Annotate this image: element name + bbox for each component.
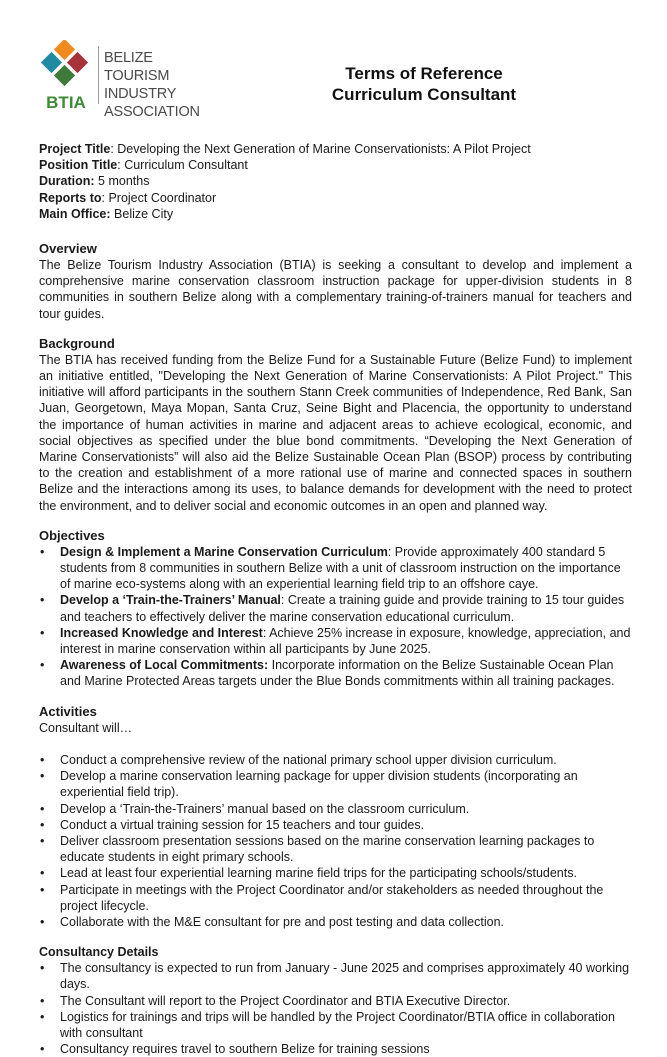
btia-logo-mark-icon	[38, 40, 94, 110]
objective-title: Develop a ‘Train-the-Trainers’ Manual	[60, 593, 281, 608]
objective-item	[39, 544, 632, 593]
objective-title: Increased Knowledge and Interest	[60, 625, 263, 640]
document-body	[39, 141, 632, 1057]
meta-reports-to	[39, 190, 632, 206]
meta-label: Project Title	[39, 142, 111, 156]
meta-position-title	[39, 157, 632, 173]
background-heading: Background	[39, 335, 115, 351]
activities-intro: Consultant will…	[39, 720, 133, 735]
meta-value: 5 months	[98, 174, 150, 189]
logo-divider	[98, 46, 99, 104]
activity-item: • Develop a ‘Train-the-Trainers’ manual based on the classroom curriculum.	[39, 801, 632, 817]
logo-line: INDUSTRY	[104, 86, 177, 102]
objectives-section	[39, 528, 632, 690]
meta-label: Main Office:	[39, 206, 111, 221]
meta-value: Belize City	[114, 206, 174, 221]
logo-acronym: BTIA	[46, 93, 86, 110]
consultancy-list	[39, 960, 632, 1057]
overview-text: The Belize Tourism Industry Association (BTIA) is seeking a consultant to develop and implement a comprehensive marine conservation classroom instruction package for upper-division students in 8 communities in southern Belize along with a complementary training-of-trainers manual for teachers and tour guides.	[39, 258, 632, 321]
objective-text: : Provide approximately 400 standard 5 students from 8 communities in southern Belize with a unit of classroom instruction on the importance of marine eco-systems along with an experiential learning field trip to an offshore caye.	[60, 544, 621, 592]
meta-sep: :	[110, 142, 118, 156]
title-line-1: Terms of Reference	[345, 64, 503, 83]
meta-value: Project Coordinator	[108, 190, 217, 205]
objective-text: Incorporate information on the Belize Sustainable Ocean Plan and Marine Protected Areas targets under the Blue Bonds commitments within all training packages.	[60, 658, 615, 689]
meta-label: Position Title	[39, 158, 118, 173]
meta-sep: :	[117, 158, 125, 173]
activity-item: • Participate in meetings with the Project Coordinator and/or stakeholders as needed throughout the project lifecycle.	[39, 882, 632, 914]
meta-main-office	[39, 206, 632, 222]
consultancy-item: • Logistics for trainings and trips will be handled by the Project Coordinator/BTIA office in collaboration with consultant	[39, 1009, 632, 1041]
activity-item: • Develop a marine conservation learning package for upper division students (incorporating an experiential field trip).	[39, 768, 632, 800]
meta-duration	[39, 173, 632, 189]
consultancy-heading: Consultancy Details	[39, 945, 159, 960]
overview-heading: Overview	[39, 241, 97, 257]
background-text: The BTIA has received funding from the Belize Fund for a Sustainable Future (Belize Fund) to implement an initiative entitled, "Developing the Next Generation of Marine Conservationists: A Pilot Project." This initiative will afford participants in the southern Stann Creek communities of Independence, Red Bank, San Juan, Georgetown, Maya Mopan, Santa Cruz, Seine Bight and Placencia, the opportunity to understand the importance of human activities in marine and adjacent areas to achieve ecological, economic, and social objectives as specified under the blue bond commitments. “Developing the Next Generation of Marine Conservationists” will also aid the Belize Sustainable Ocean Plan (BSOP) process by contributing to the creation and establishment of a more rational use of marine and connected spaces in southern Belize and the interactions among its uses, to balance demands for development with the need to protect the environment, and to deliver social and economic outcomes in an open and planned way.	[39, 352, 632, 513]
objective-item	[39, 657, 632, 689]
activity-item: • Lead at least four experiential learning marine field trips for the participating schools/students.	[39, 865, 632, 881]
consultancy-item: • Consultancy requires travel to southern Belize for training sessions	[39, 1041, 632, 1057]
activity-item: • Conduct a virtual training session for 15 teachers and tour guides.	[39, 817, 632, 833]
objective-text: : Create a training guide and provide training to 15 tour guides and teachers to effectively deliver the marine conservation educational curriculum.	[60, 593, 625, 624]
objective-item	[39, 625, 632, 657]
title-line-2: Curriculum Consultant	[331, 85, 517, 104]
consultancy-item: • The Consultant will report to the Project Coordinator and BTIA Executive Director.	[39, 993, 632, 1009]
consultancy-section	[39, 944, 632, 1057]
meta-value: Developing the Next Generation of Marine Conservationists: A Pilot Project	[117, 142, 531, 156]
objectives-heading: Objectives	[39, 527, 105, 543]
logo-line: ASSOCIATION	[104, 104, 200, 120]
activity-item: • Conduct a comprehensive review of the national primary school upper division curriculum.	[39, 752, 632, 768]
consultancy-item: • The consultancy is expected to run from January - June 2025 and comprises approximately 40 working days.	[39, 960, 632, 992]
project-meta	[39, 141, 632, 222]
objective-title: Design & Implement a Marine Conservation Curriculum	[60, 544, 388, 559]
activities-section	[39, 704, 632, 930]
overview-section	[39, 241, 632, 322]
activity-item: • Collaborate with the M&E consultant for pre and post testing and data collection.	[39, 914, 632, 930]
meta-label: Duration:	[39, 174, 95, 189]
objective-text: : Achieve 25% increase in exposure, knowledge, appreciation, and interest in marine conservation within all participants by June 2025.	[60, 625, 631, 657]
btia-logo	[38, 40, 218, 120]
activity-item: • Deliver classroom presentation sessions based on the marine conservation learning packages to educate students in eight primary schools.	[39, 833, 632, 865]
objectives-list	[39, 544, 632, 690]
background-section	[39, 336, 632, 514]
objective-item	[39, 592, 632, 624]
meta-label: Reports to	[39, 190, 102, 205]
meta-project-title	[39, 141, 632, 157]
document-title	[300, 63, 548, 105]
objective-title: Awareness of Local Commitments:	[60, 658, 269, 673]
logo-text	[104, 49, 218, 121]
activities-list	[39, 752, 632, 930]
meta-sep: :	[101, 190, 109, 205]
meta-value: Curriculum Consultant	[124, 158, 248, 173]
logo-line: BELIZE TOURISM	[104, 50, 170, 84]
activities-heading: Activities	[39, 703, 97, 719]
